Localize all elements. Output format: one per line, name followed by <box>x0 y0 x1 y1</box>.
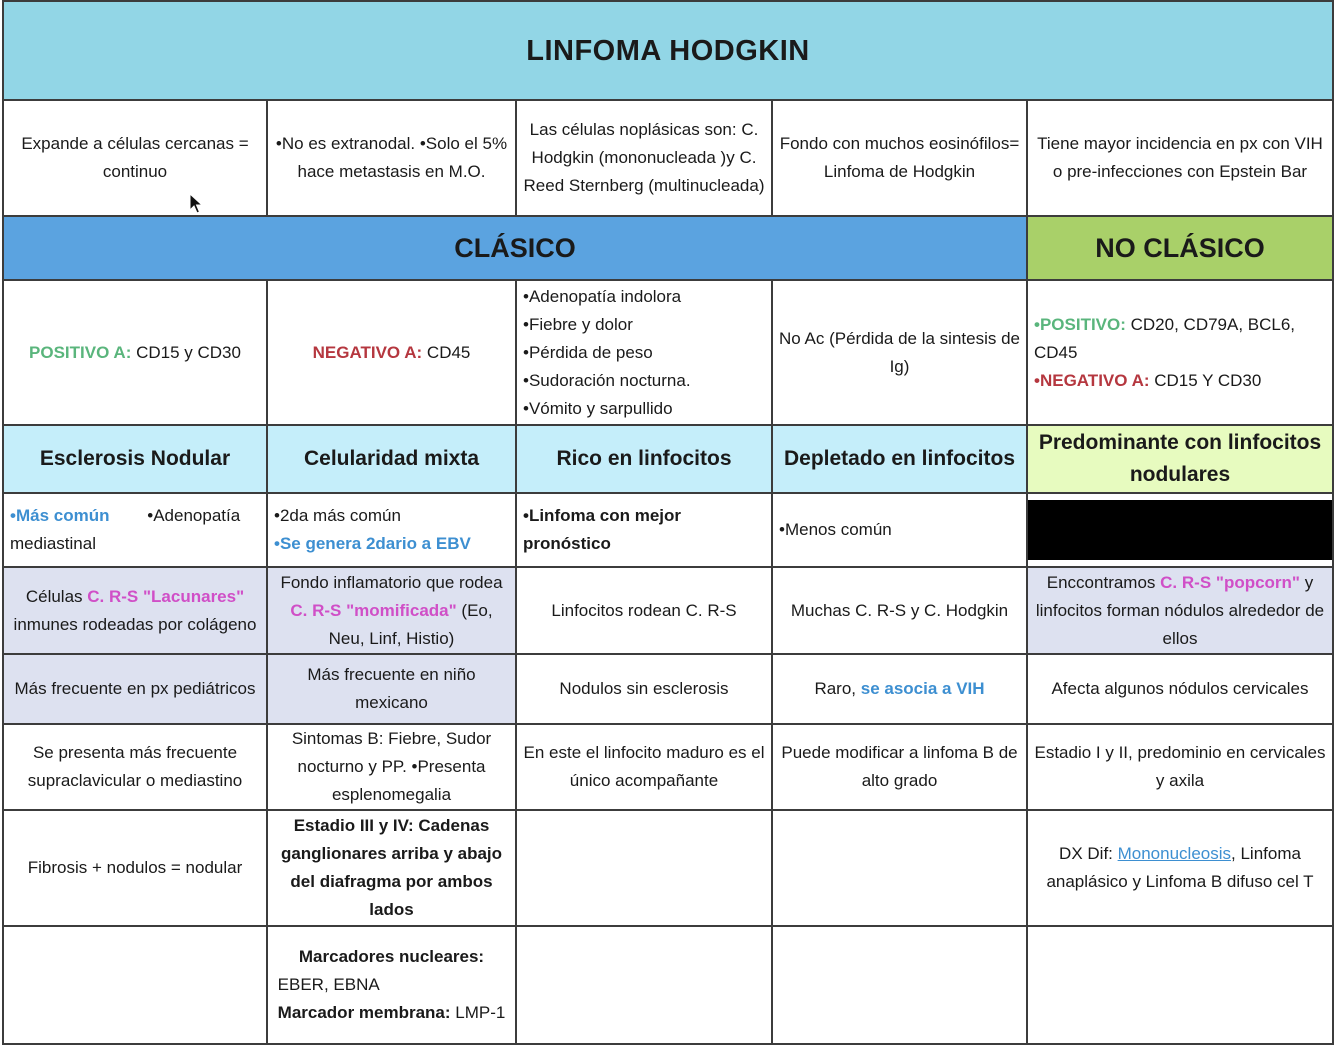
membrane-marker-value: LMP-1 <box>450 1003 506 1022</box>
esclerosis-epidemiology-cell: Más frecuente en px pediátricos <box>2 655 268 725</box>
nonclassic-cells-cell <box>1028 568 1334 655</box>
empty-cell <box>1028 927 1334 1045</box>
nonclassic-negative-label: •NEGATIVO A: <box>1034 370 1150 390</box>
empty-cell <box>773 927 1028 1045</box>
empty-cell <box>517 811 773 927</box>
background-text: Fondo inflamatorio que rodea <box>280 572 503 592</box>
mouse-cursor-icon <box>189 193 203 215</box>
depletado-association-cell <box>773 655 1028 725</box>
no-antibody-cell: No Ac (Pérdida de la sintesis de Ig) <box>773 281 1028 426</box>
rico-cells-cell: Linfocitos rodean C. R-S <box>517 568 773 655</box>
membrane-marker-label: Marcador membrana: <box>277 1003 451 1022</box>
nonclassic-nodes-cell: Afecta algunos nódulos cervicales <box>1028 655 1334 725</box>
most-common-label: •Más común <box>10 506 110 525</box>
empty-cell <box>773 811 1028 927</box>
esclerosis-cells-cell <box>2 568 268 655</box>
second-common-text: •2da más común <box>274 506 401 525</box>
symptoms-cell <box>517 281 773 426</box>
nonclassic-header: NO CLÁSICO <box>1028 217 1334 281</box>
depletado-transform-cell: Puede modificar a linfoma B de alto grado <box>773 725 1028 811</box>
esclerosis-fibrosis-cell: Fibrosis + nodulos = nodular <box>2 811 268 927</box>
subtype-header: Predominante con linfocitos nodulares <box>1028 426 1334 494</box>
table-title: LINFOMA HODGKIN <box>2 0 1334 101</box>
negative-value: CD45 <box>422 342 471 362</box>
mixta-markers-cell <box>268 927 517 1045</box>
nodules-text: y linfocitos forman nódulos alrededor de ellos <box>1035 572 1325 648</box>
momificada-label: C. R-S "momificada" <box>290 600 457 620</box>
symptom-item: •Sudoración nocturna. <box>523 370 691 390</box>
mixta-symptoms-cell: Sintomas B: Fiebre, Sudor nocturno y PP. •Presenta esplenomegalia <box>268 725 517 811</box>
nonclassic-stage-cell: Estadio I y II, predominio en cervicales y axila <box>1028 725 1334 811</box>
mixta-stage-cell: Estadio III y IV: Cadenas ganglionares arriba y abajo del diafragma por ambos lados <box>268 811 517 927</box>
collagen-text: inmunes rodeadas por colágeno <box>13 614 257 634</box>
mixta-epidemiology-cell: Más frecuente en niño mexicano <box>268 655 517 725</box>
cells-text: Células <box>25 586 88 606</box>
depletado-frequency-cell: •Menos común <box>773 494 1028 568</box>
rare-text: Raro, <box>814 679 861 698</box>
rico-lymphocyte-cell: En este el linfocito maduro es el único acompañante <box>517 725 773 811</box>
rico-prognosis-cell: •Linfoma con mejor pronóstico <box>517 494 773 568</box>
subtype-header: Rico en linfocitos <box>517 426 773 494</box>
nonclassic-positive-label: •POSITIVO: <box>1034 314 1126 334</box>
nonclassic-markers-cell <box>1028 281 1334 426</box>
mediastinal-text: •Adenopatía mediastinal <box>10 506 241 553</box>
empty-cell <box>517 927 773 1045</box>
empty-cell <box>2 927 268 1045</box>
subtype-header: Depletado en linfocitos <box>773 426 1028 494</box>
esclerosis-location-cell: Se presenta más frecuente supraclavicular o mediastino <box>2 725 268 811</box>
depletado-cells-cell: Muchas C. R-S y C. Hodgkin <box>773 568 1028 655</box>
hiv-association-text: se asocia a VIH <box>860 679 985 698</box>
subtype-header: Esclerosis Nodular <box>2 426 268 494</box>
symptom-item: •Fiebre y dolor <box>523 314 633 334</box>
symptom-item: •Pérdida de peso <box>523 342 653 362</box>
nonclassic-positive-value: CD20, CD79A, BCL6, CD45 <box>1034 314 1296 362</box>
intro-cell-4: Fondo con muchos eosinófilos= Linfoma de Hodgkin <box>773 101 1028 217</box>
negative-markers-cell <box>268 281 517 426</box>
positive-label: POSITIVO A: <box>29 342 132 362</box>
intro-cell-5: Tiene mayor incidencia en px con VIH o pre-infecciones con Epstein Bar <box>1028 101 1334 217</box>
differential-text: , Linfoma anaplásico y Linfoma B difuso cel T <box>1046 844 1314 891</box>
redaction-block <box>1028 500 1332 560</box>
ebv-text: •Se genera 2dario a EBV <box>274 534 471 553</box>
dx-dif-label: DX Dif: <box>1059 844 1118 863</box>
positive-markers-cell <box>2 281 268 426</box>
negative-label: NEGATIVO A: <box>312 342 423 362</box>
positive-value: CD15 y CD30 <box>131 342 241 362</box>
classic-header: CLÁSICO <box>2 217 1028 281</box>
subtype-header: Celularidad mixta <box>268 426 517 494</box>
intro-cell-1: Expande a células cercanas = continuo <box>2 101 268 217</box>
mononucleosis-link[interactable]: Mononucleosis <box>1117 844 1232 863</box>
esclerosis-frequency-cell <box>2 494 268 568</box>
mixta-cells-cell <box>268 568 517 655</box>
symptom-item: •Adenopatía indolora <box>523 286 682 306</box>
rico-features-cell: Nodulos sin esclerosis <box>517 655 773 725</box>
symptom-item: •Vómito y sarpullido <box>523 398 673 418</box>
intro-cell-2: •No es extranodal. •Solo el 5% hace metastasis en M.O. <box>268 101 517 217</box>
nuclear-markers-value: EBER, EBNA <box>277 975 380 994</box>
lacunares-label: C. R-S "Lacunares" <box>87 586 245 606</box>
nonclassic-differential-cell <box>1028 811 1334 927</box>
popcorn-label: C. R-S "popcorn" <box>1160 572 1300 592</box>
nuclear-markers-label: Marcadores nucleares: <box>298 947 485 966</box>
intro-cell-3: Las células noplásicas son: C. Hodgkin (mononucleada )y C. Reed Sternberg (multinucleada) <box>517 101 773 217</box>
mixta-frequency-cell <box>268 494 517 568</box>
found-text: Enccontramos <box>1046 572 1161 592</box>
redacted-cell <box>1028 494 1334 568</box>
nonclassic-negative-value: CD15 Y CD30 <box>1149 370 1262 390</box>
cell-types-text: (Eo, Neu, Linf, Histio) <box>328 600 493 648</box>
